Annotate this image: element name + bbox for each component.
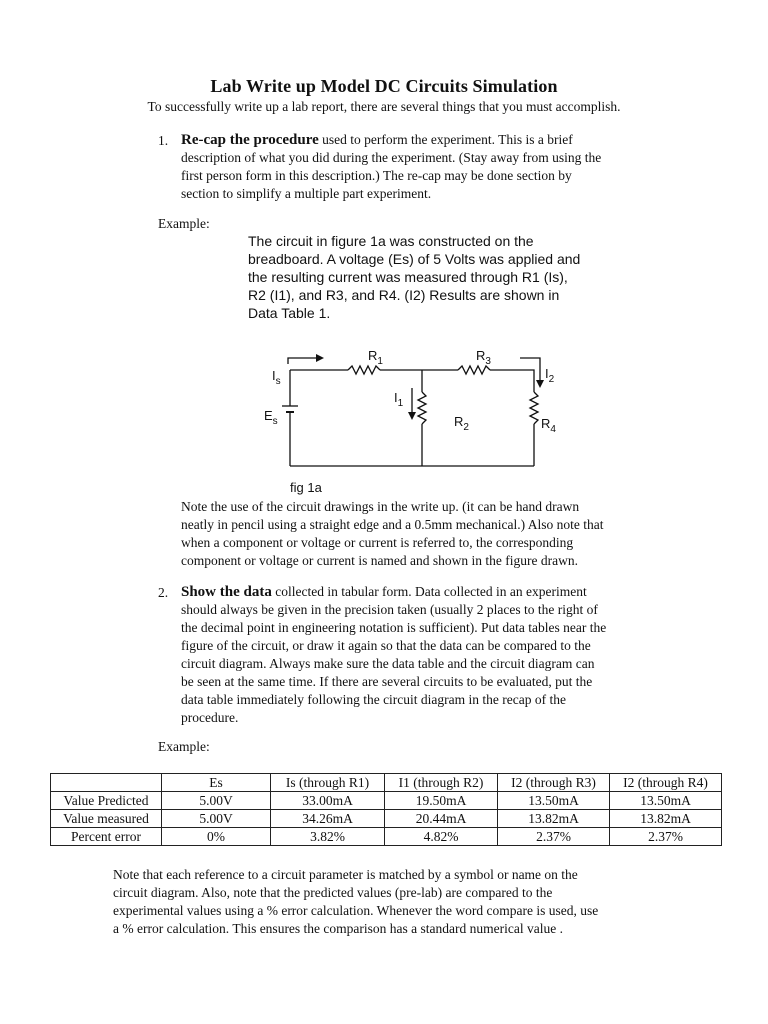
table-cell: 2.37% (610, 828, 722, 846)
text-line: procedure. (181, 710, 239, 725)
note-paragraph (181, 498, 661, 570)
label-is: $I_s$ (272, 368, 281, 387)
table-cell: Es (162, 774, 271, 792)
label-r3: $R_3$ (476, 348, 491, 367)
list-number: 1. (158, 133, 169, 148)
example-label: Example: (158, 739, 210, 754)
current-arrow-i2 (520, 358, 540, 380)
example-label: Example: (158, 216, 210, 231)
resistor-r4 (530, 392, 538, 424)
table-cell: I1 (through R2) (385, 774, 498, 792)
text-line: a % error calculation. This ensures the comparison has a standard numerical value . (113, 921, 563, 936)
table-cell: 13.50mA (498, 792, 610, 810)
resistor-r1 (348, 366, 380, 374)
table-cell: 4.82% (385, 828, 498, 846)
table-row (51, 828, 722, 846)
list-item-body (181, 583, 621, 727)
table-header-row (51, 774, 722, 792)
arrowhead-icon (536, 380, 544, 388)
wire (490, 370, 534, 392)
item-heading: Re-cap the procedure (181, 132, 319, 148)
page-title: Lab Write up Model DC Circuits Simulation (210, 76, 558, 96)
table-cell: 34.26mA (271, 810, 385, 828)
text-line: when a component or voltage or current is referred to, the corresponding (181, 535, 574, 550)
text-line: figure of the circuit, or draw it again so that the data can be compared to the (181, 638, 591, 653)
table-cell: I2 (through R4) (610, 774, 722, 792)
text-line: Note the use of the circuit drawings in the write up. (it can be hand drawn (181, 499, 580, 514)
table-cell: Percent error (51, 828, 162, 846)
text-line: description of what you did during the experiment. (Stay away from using the (181, 150, 602, 165)
label-r2: $R_2$ (454, 414, 469, 433)
text-line: R2 (I1), and R3, and R4. (I2) Results are shown in (248, 287, 560, 303)
table-cell: 33.00mA (271, 792, 385, 810)
text-line: neatly in pencil using a straight edge and a 0.5mm mechanical.) Also note that (181, 517, 604, 532)
list-number: 2. (158, 585, 169, 600)
example-paragraph (248, 232, 618, 322)
text-line: component or voltage or current is named and shown in the figure drawn. (181, 553, 579, 568)
table-cell: 13.82mA (610, 810, 722, 828)
resistor-r2 (418, 392, 426, 424)
text-line: section to simplify a multiple part experiment. (181, 186, 432, 201)
table-cell: 0% (162, 828, 271, 846)
circuit-diagram (258, 340, 558, 500)
table-cell: 5.00V (162, 792, 271, 810)
table-cell (51, 774, 162, 792)
text-line: circuit diagram. Also, note that the predicted values (pre-lab) are compared to the (113, 885, 553, 900)
label-i1: $I_1$ (394, 390, 404, 409)
label-es: $E_s$ (264, 408, 278, 427)
arrowhead-icon (316, 354, 324, 362)
table-row (51, 792, 722, 810)
current-arrow-is (288, 358, 316, 364)
text-line: collected in tabular form. Data collected in an experiment (271, 584, 587, 599)
table-cell: 13.82mA (498, 810, 610, 828)
resistor-r3 (458, 366, 490, 374)
table-row (51, 810, 722, 828)
text-line: experimental values using a % error calculation. Whenever the word compare is used, use (113, 903, 599, 918)
table-cell: 20.44mA (385, 810, 498, 828)
closing-note (113, 866, 653, 938)
table-cell: I2 (through R3) (498, 774, 610, 792)
label-r1: $R_1$ (368, 348, 383, 367)
text-line: Note that each reference to a circuit parameter is matched by a symbol or name on the (113, 867, 578, 882)
table-cell: 19.50mA (385, 792, 498, 810)
data-table (50, 773, 722, 846)
table-cell: 3.82% (271, 828, 385, 846)
list-item-body (181, 131, 621, 203)
text-line: should always be given in the precision taken (usually 2 places to the right of (181, 602, 598, 617)
text-line: used to perform the experiment. This is a brief (318, 132, 573, 147)
table-cell: Is (through R1) (271, 774, 385, 792)
intro-text: To successfully write up a lab report, there are several things that you must accomplish. (147, 99, 621, 114)
label-r4: $R_4$ (541, 416, 556, 435)
text-line: first person form in this description.) The re-cap may be done section by (181, 168, 572, 183)
item-heading: Show the data (181, 584, 272, 600)
table-cell: Value Predicted (51, 792, 162, 810)
text-line: Data Table 1. (248, 305, 331, 321)
text-line: the resulting current was measured through R1 (Is), (248, 269, 568, 285)
table-cell: 2.37% (498, 828, 610, 846)
text-line: breadboard. A voltage (Es) of 5 Volts was applied and (248, 251, 581, 267)
arrowhead-icon (408, 412, 416, 420)
text-line: the decimal point in engineering notation is sufficient). Put data tables near the (181, 620, 607, 635)
table-cell: 13.50mA (610, 792, 722, 810)
label-i2: $I_2$ (545, 366, 555, 385)
table-cell: 5.00V (162, 810, 271, 828)
text-line: circuit diagram. Always make sure the data table and the circuit diagram can (181, 656, 595, 671)
text-line: The circuit in figure 1a was constructed on the (248, 233, 534, 249)
text-line: data table immediately following the circuit diagram in the recap of the (181, 692, 566, 707)
table-cell: Value measured (51, 810, 162, 828)
figure-caption: fig 1a (290, 480, 322, 495)
text-line: be seen at the same time. If there are several circuits to be evaluated, put the (181, 674, 593, 689)
